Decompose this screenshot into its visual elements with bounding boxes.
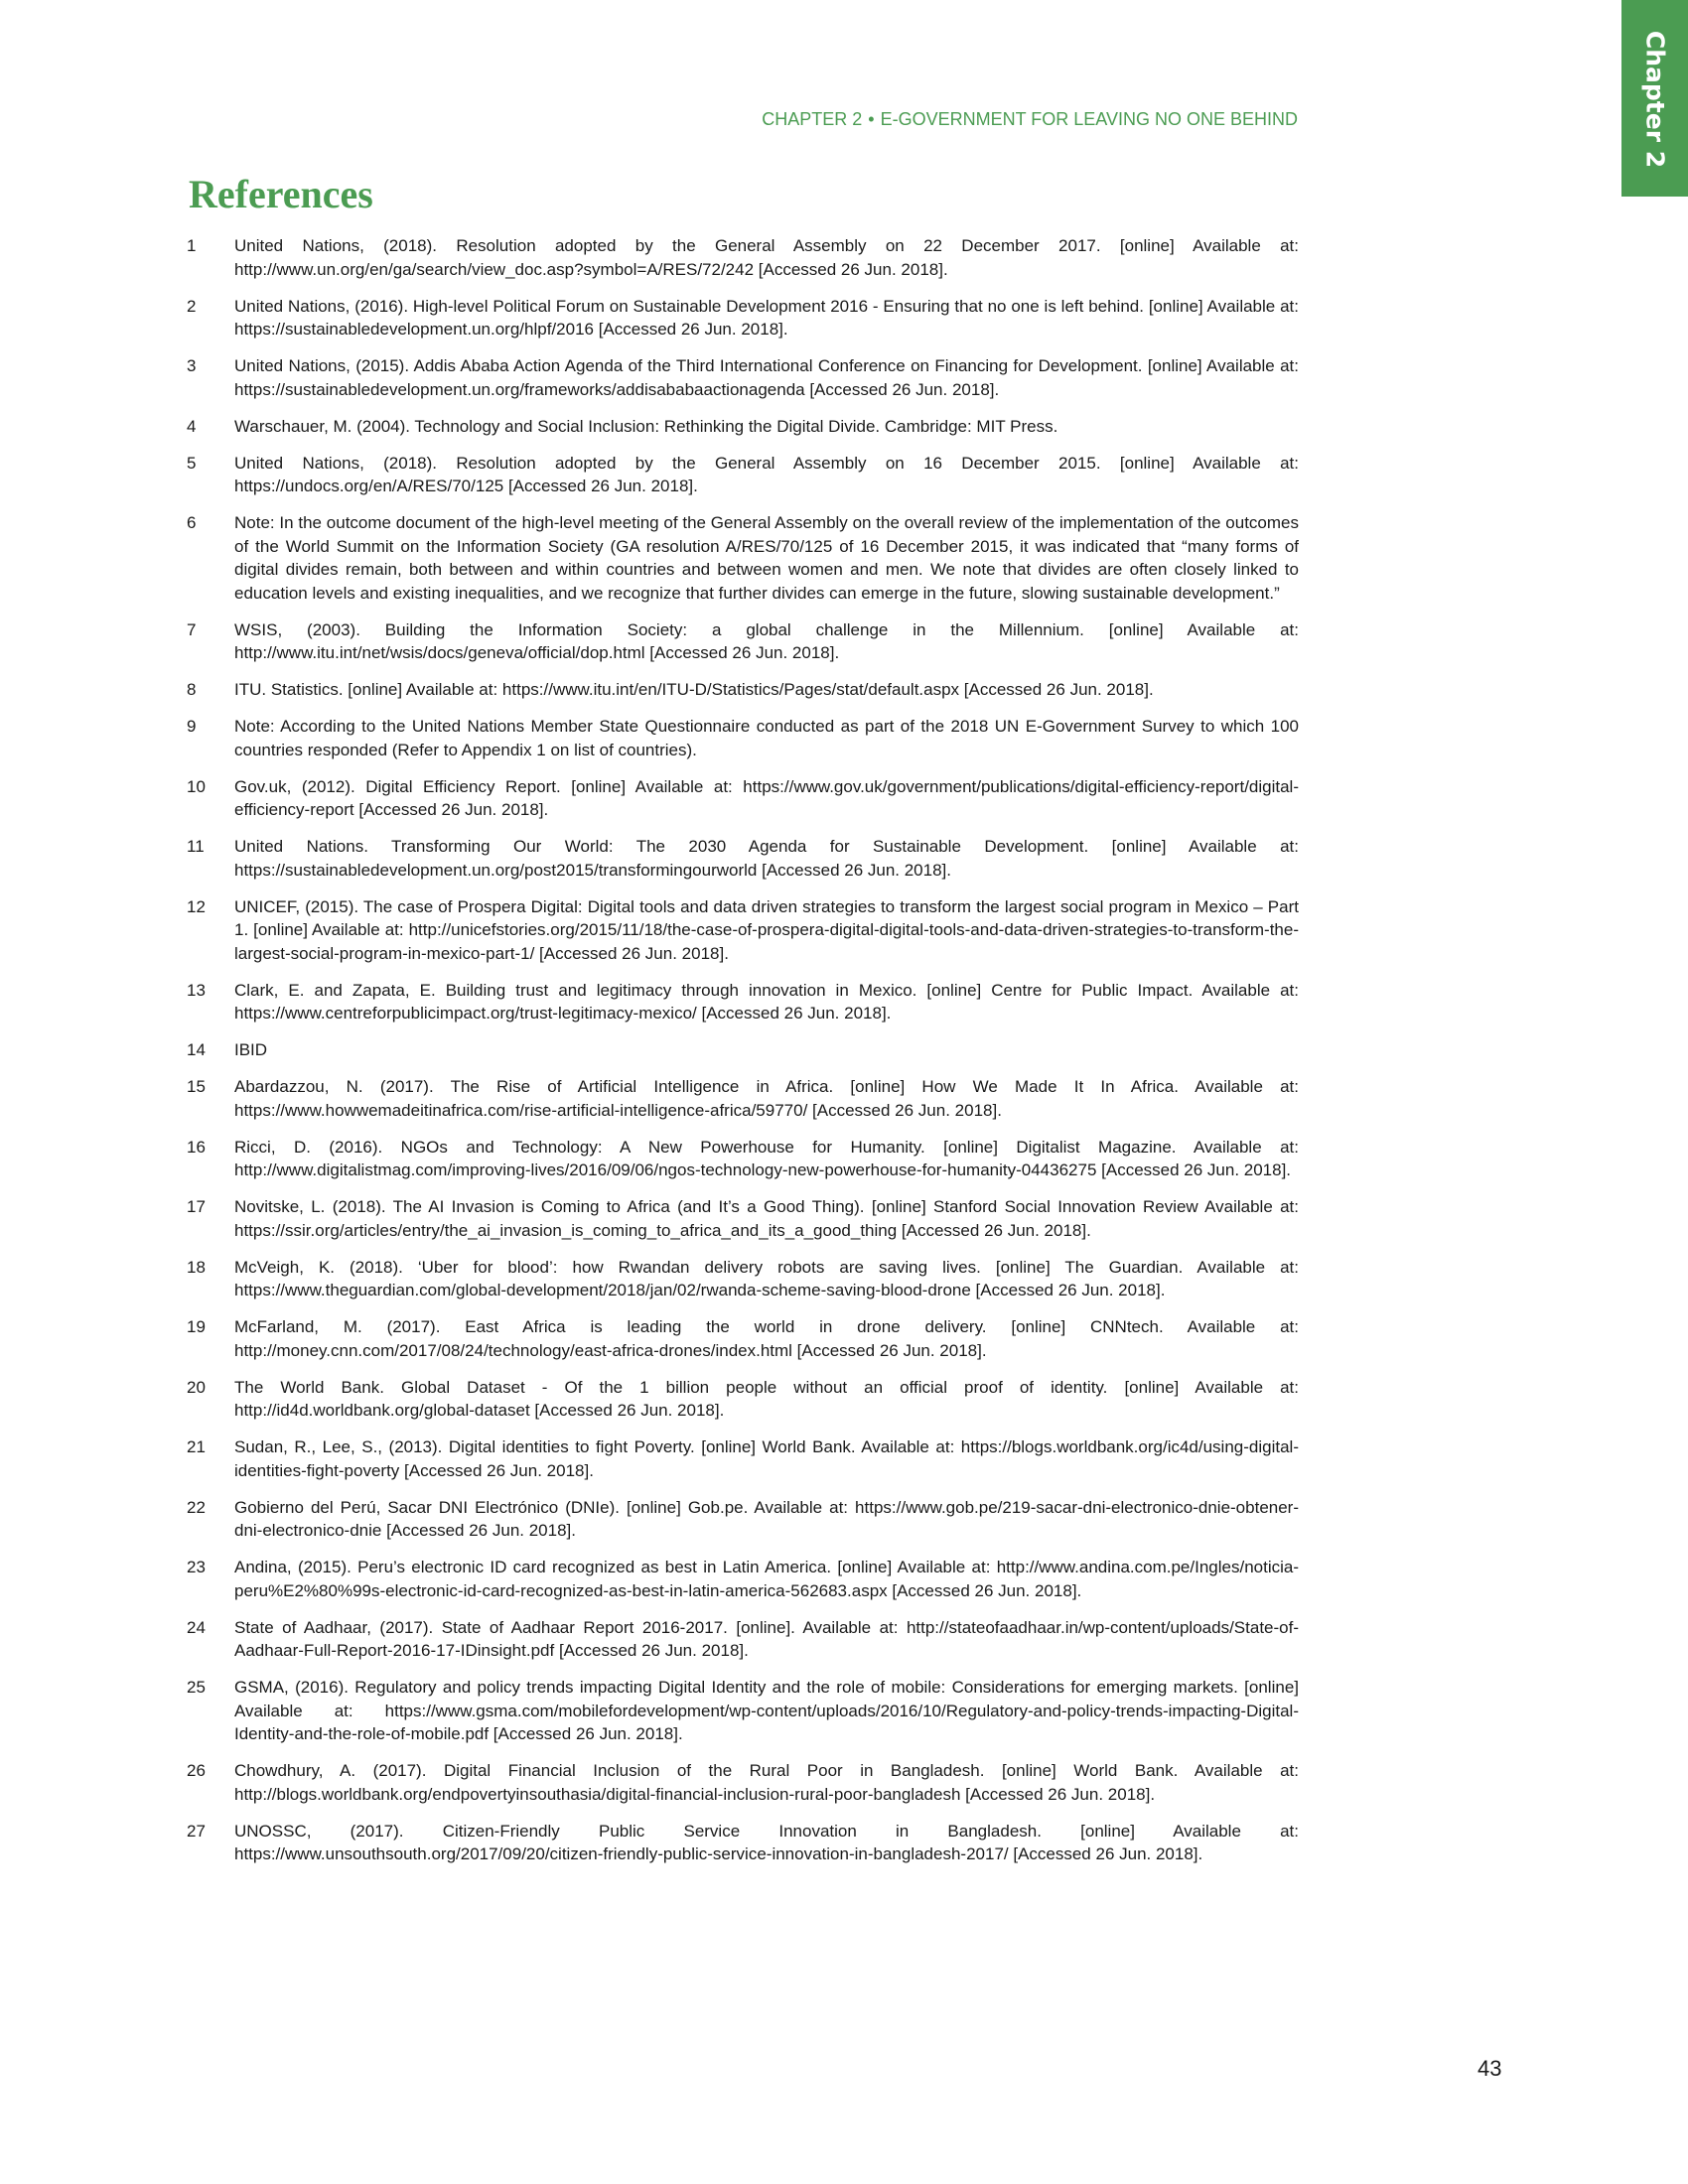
- running-header-title: E-GOVERNMENT FOR LEAVING NO ONE BEHIND: [880, 109, 1298, 129]
- reference-item: [187, 1556, 1299, 1602]
- reference-number: 22: [187, 1497, 206, 1517]
- reference-number: 20: [187, 1377, 206, 1397]
- reference-text: Clark, E. and Zapata, E. Building trust and legitimacy through innovation in Mexico. [online] Centre for Public Impact. Available at: https://www.centreforpublicimpact.org/trust-legitimacy-mexico/ [Accessed 26 Jun. 2018].: [234, 980, 1299, 1023]
- reference-item: [187, 1038, 1299, 1062]
- reference-item: [187, 1256, 1299, 1302]
- reference-item: [187, 1195, 1299, 1242]
- reference-list: [187, 234, 1299, 1879]
- reference-text: United Nations. Transforming Our World: The 2030 Agenda for Sustainable Development. [online] Available at: https://sustainabledevelopment.un.org/post2015/transformingourworld [Accessed 26 Jun. 2018].: [234, 837, 1299, 880]
- reference-item: [187, 715, 1299, 761]
- reference-item: [187, 775, 1299, 822]
- reference-item: [187, 295, 1299, 341]
- reference-text: GSMA, (2016). Regulatory and policy trends impacting Digital Identity and the role of mobile: Considerations for emerging markets. [online] Available at: https://www.gsma.com/mobilefordevelopment/wp-content/uploads/2016/10/Regulatory-and-policy-trends-impacting-Digital-Identity-and-the-role-of-mobile.pdf [Accessed 26 Jun. 2018].: [234, 1678, 1299, 1743]
- reference-number: 5: [187, 453, 197, 473]
- reference-item: [187, 511, 1299, 605]
- reference-number: 18: [187, 1257, 206, 1277]
- reference-item: [187, 1759, 1299, 1806]
- reference-text: Novitske, L. (2018). The AI Invasion is Coming to Africa (and It’s a Good Thing). [online] Stanford Social Innovation Review Available at: https://ssir.org/articles/entry/the_ai_invasion_is_coming_to_africa_and_its_a_good_thing [Accessed 26 Jun. 2018].: [234, 1197, 1299, 1240]
- reference-text: McFarland, M. (2017). East Africa is leading the world in drone delivery. [online] CNNtech. Available at: http://money.cnn.com/2017/08/24/technology/east-africa-drones/index.html [Accessed 26 Jun. 2018].: [234, 1317, 1299, 1360]
- reference-number: 16: [187, 1137, 206, 1157]
- running-header-chapter: CHAPTER 2: [762, 109, 863, 129]
- reference-text: WSIS, (2003). Building the Information Society: a global challenge in the Millennium. [online] Available at: http://www.itu.int/net/wsis/docs/geneva/official/dop.html [Accessed 26 Jun. 2018].: [234, 619, 1299, 662]
- reference-number: 4: [187, 416, 197, 436]
- reference-text: United Nations, (2015). Addis Ababa Action Agenda of the Third International Conference on Financing for Development. [online] Available at: https://sustainabledevelopment.un.org/frameworks/addisababaactionagenda [Accessed 26 Jun. 2018].: [234, 356, 1299, 399]
- reference-item: [187, 895, 1299, 966]
- chapter-tab: [1621, 0, 1688, 197]
- reference-item: [187, 678, 1299, 702]
- reference-item: [187, 1820, 1299, 1866]
- running-header: [762, 109, 1298, 130]
- reference-item: [187, 1435, 1299, 1482]
- reference-text: State of Aadhaar, (2017). State of Aadhaar Report 2016-2017. [online]. Available at: http://stateofaadhaar.in/wp-content/uploads/State-of-Aadhaar-Full-Report-2016-17-IDinsight.pdf [Accessed 26 Jun. 2018].: [234, 1617, 1299, 1660]
- reference-number: 2: [187, 296, 197, 316]
- reference-number: 9: [187, 717, 197, 736]
- reference-item: [187, 835, 1299, 882]
- reference-item: [187, 452, 1299, 498]
- reference-number: 26: [187, 1761, 206, 1780]
- reference-text: Ricci, D. (2016). NGOs and Technology: A New Powerhouse for Humanity. [online] Digitalist Magazine. Available at: http://www.digitalistmag.com/improving-lives/2016/09/06/ngos-technology-new-powerhouse-for-humanity-04436275 [Accessed 26 Jun. 2018].: [234, 1137, 1299, 1179]
- page-number: 43: [1477, 2056, 1502, 2081]
- reference-text: UNOSSC, (2017). Citizen-Friendly Public Service Innovation in Bangladesh. [online] Available at: https://www.unsouthsouth.org/2017/09/20/citizen-friendly-public-service-innovation-in-bangladesh-2017/ [Accessed 26 Jun. 2018].: [234, 1821, 1299, 1863]
- reference-number: 7: [187, 619, 197, 639]
- reference-text: McVeigh, K. (2018). ‘Uber for blood’: how Rwandan delivery robots are saving lives. [online] The Guardian. Available at: https://www.theguardian.com/global-development/2018/jan/02/rwanda-scheme-saving-blood-drone [Accessed 26 Jun. 2018].: [234, 1257, 1299, 1299]
- reference-number: 21: [187, 1437, 206, 1456]
- reference-number: 12: [187, 896, 206, 916]
- reference-number: 23: [187, 1558, 206, 1576]
- reference-item: [187, 1676, 1299, 1746]
- reference-number: 6: [187, 513, 197, 532]
- reference-text: United Nations, (2016). High-level Political Forum on Sustainable Development 2016 - Ensuring that no one is left behind. [online] Available at: https://sustainabledevelopment.un.org/hlpf/2016 [Accessed 26 Jun. 2018].: [234, 296, 1299, 339]
- reference-text: Gov.uk, (2012). Digital Efficiency Report. [online] Available at: https://www.gov.uk/government/publications/digital-efficiency-report/digital-efficiency-report [Accessed 26 Jun. 2018].: [234, 776, 1299, 819]
- reference-number: 15: [187, 1077, 206, 1096]
- reference-number: 13: [187, 980, 206, 1000]
- reference-text: Warschauer, M. (2004). Technology and Social Inclusion: Rethinking the Digital Divide. Cambridge: MIT Press.: [234, 416, 1058, 436]
- reference-item: [187, 1075, 1299, 1122]
- reference-number: 17: [187, 1197, 206, 1216]
- reference-text: UNICEF, (2015). The case of Prospera Digital: Digital tools and data driven strategies to transform the largest social program in Mexico – Part 1. [online] Available at: http://unicefstories.org/2015/11/18/the-case-of-prospera-digital-digital-tools-and-data-driven-strategies-to-transform-the-largest-social-program-in-mexico-part-1/ [Accessed 26 Jun. 2018].: [234, 896, 1299, 963]
- reference-item: [187, 234, 1299, 281]
- reference-number: 24: [187, 1617, 206, 1637]
- reference-item: [187, 618, 1299, 665]
- chapter-tab-label: Chapter 2: [1640, 30, 1669, 169]
- reference-number: 14: [187, 1040, 206, 1059]
- reference-item: [187, 1496, 1299, 1543]
- reference-item: [187, 415, 1299, 439]
- reference-text: Abardazzou, N. (2017). The Rise of Artificial Intelligence in Africa. [online] How We Made It In Africa. Available at: https://www.howwemadeitinafrica.com/rise-artificial-intelligence-africa/59770/ [Accessed 26 Jun. 2018].: [234, 1077, 1299, 1120]
- running-header-separator: •: [868, 109, 875, 129]
- reference-text: United Nations, (2018). Resolution adopted by the General Assembly on 22 December 2017. [online] Available at: http://www.un.org/en/ga/search/view_doc.asp?symbol=A/RES/72/242 [Accessed 26 Jun. 2018].: [234, 236, 1299, 279]
- reference-text: Sudan, R., Lee, S., (2013). Digital identities to fight Poverty. [online] World Bank. Available at: https://blogs.worldbank.org/ic4d/using-digital-identities-fight-poverty [Accessed 26 Jun. 2018].: [234, 1437, 1299, 1480]
- reference-number: 1: [187, 236, 197, 255]
- reference-text: IBID: [234, 1040, 268, 1059]
- reference-item: [187, 1315, 1299, 1362]
- reference-text: Chowdhury, A. (2017). Digital Financial Inclusion of the Rural Poor in Bangladesh. [online] World Bank. Available at: http://blogs.worldbank.org/endpovertyinsouthasia/digital-financial-inclusion-rural-poor-bangladesh [Accessed 26 Jun. 2018].: [234, 1761, 1299, 1804]
- reference-number: 19: [187, 1317, 206, 1336]
- reference-text: Note: According to the United Nations Member State Questionnaire conducted as part of the 2018 UN E-Government Survey to which 100 countries responded (Refer to Appendix 1 on list of countries).: [234, 717, 1299, 759]
- reference-item: [187, 354, 1299, 401]
- reference-number: 25: [187, 1678, 206, 1697]
- reference-text: United Nations, (2018). Resolution adopted by the General Assembly on 16 December 2015. [online] Available at: https://undocs.org/en/A/RES/70/125 [Accessed 26 Jun. 2018].: [234, 453, 1299, 495]
- reference-text: Andina, (2015). Peru’s electronic ID card recognized as best in Latin America. [online] Available at: http://www.andina.com.pe/Ingles/noticia-peru%E2%80%99s-electronic-id-card-recognized-as-best-in-latin-america-562683.aspx [Accessed 26 Jun. 2018].: [234, 1558, 1299, 1600]
- reference-item: [187, 1616, 1299, 1663]
- reference-text: ITU. Statistics. [online] Available at: https://www.itu.int/en/ITU-D/Statistics/Pages/stat/default.aspx [Accessed 26 Jun. 2018].: [234, 680, 1154, 699]
- reference-text: Note: In the outcome document of the high-level meeting of the General Assembly on the overall review of the implementation of the outcomes of the World Summit on the Information Society (GA resolution A/RES/70/125 of 16 December 2015, it was indicated that “many forms of digital divides remain, both between and within countries and between women and men. We note that divides are often closely linked to education levels and existing inequalities, and we recognize that further divides can emerge in the future, slowing sustainable development.”: [234, 513, 1299, 603]
- reference-item: [187, 979, 1299, 1025]
- reference-text: The World Bank. Global Dataset - Of the 1 billion people without an official proof of identity. [online] Available at: http://id4d.worldbank.org/global-dataset [Accessed 26 Jun. 2018].: [234, 1377, 1299, 1420]
- reference-item: [187, 1376, 1299, 1423]
- reference-number: 11: [187, 837, 205, 856]
- reference-number: 8: [187, 680, 197, 699]
- page-title: References: [189, 172, 373, 216]
- reference-number: 10: [187, 776, 206, 796]
- reference-number: 27: [187, 1821, 206, 1841]
- reference-number: 3: [187, 356, 197, 375]
- reference-text: Gobierno del Perú, Sacar DNI Electrónico (DNIe). [online] Gob.pe. Available at: https://www.gob.pe/219-sacar-dni-electronico-dnie-obtener-dni-electronico-dnie [Accessed 26 Jun. 2018].: [234, 1497, 1299, 1540]
- reference-item: [187, 1136, 1299, 1182]
